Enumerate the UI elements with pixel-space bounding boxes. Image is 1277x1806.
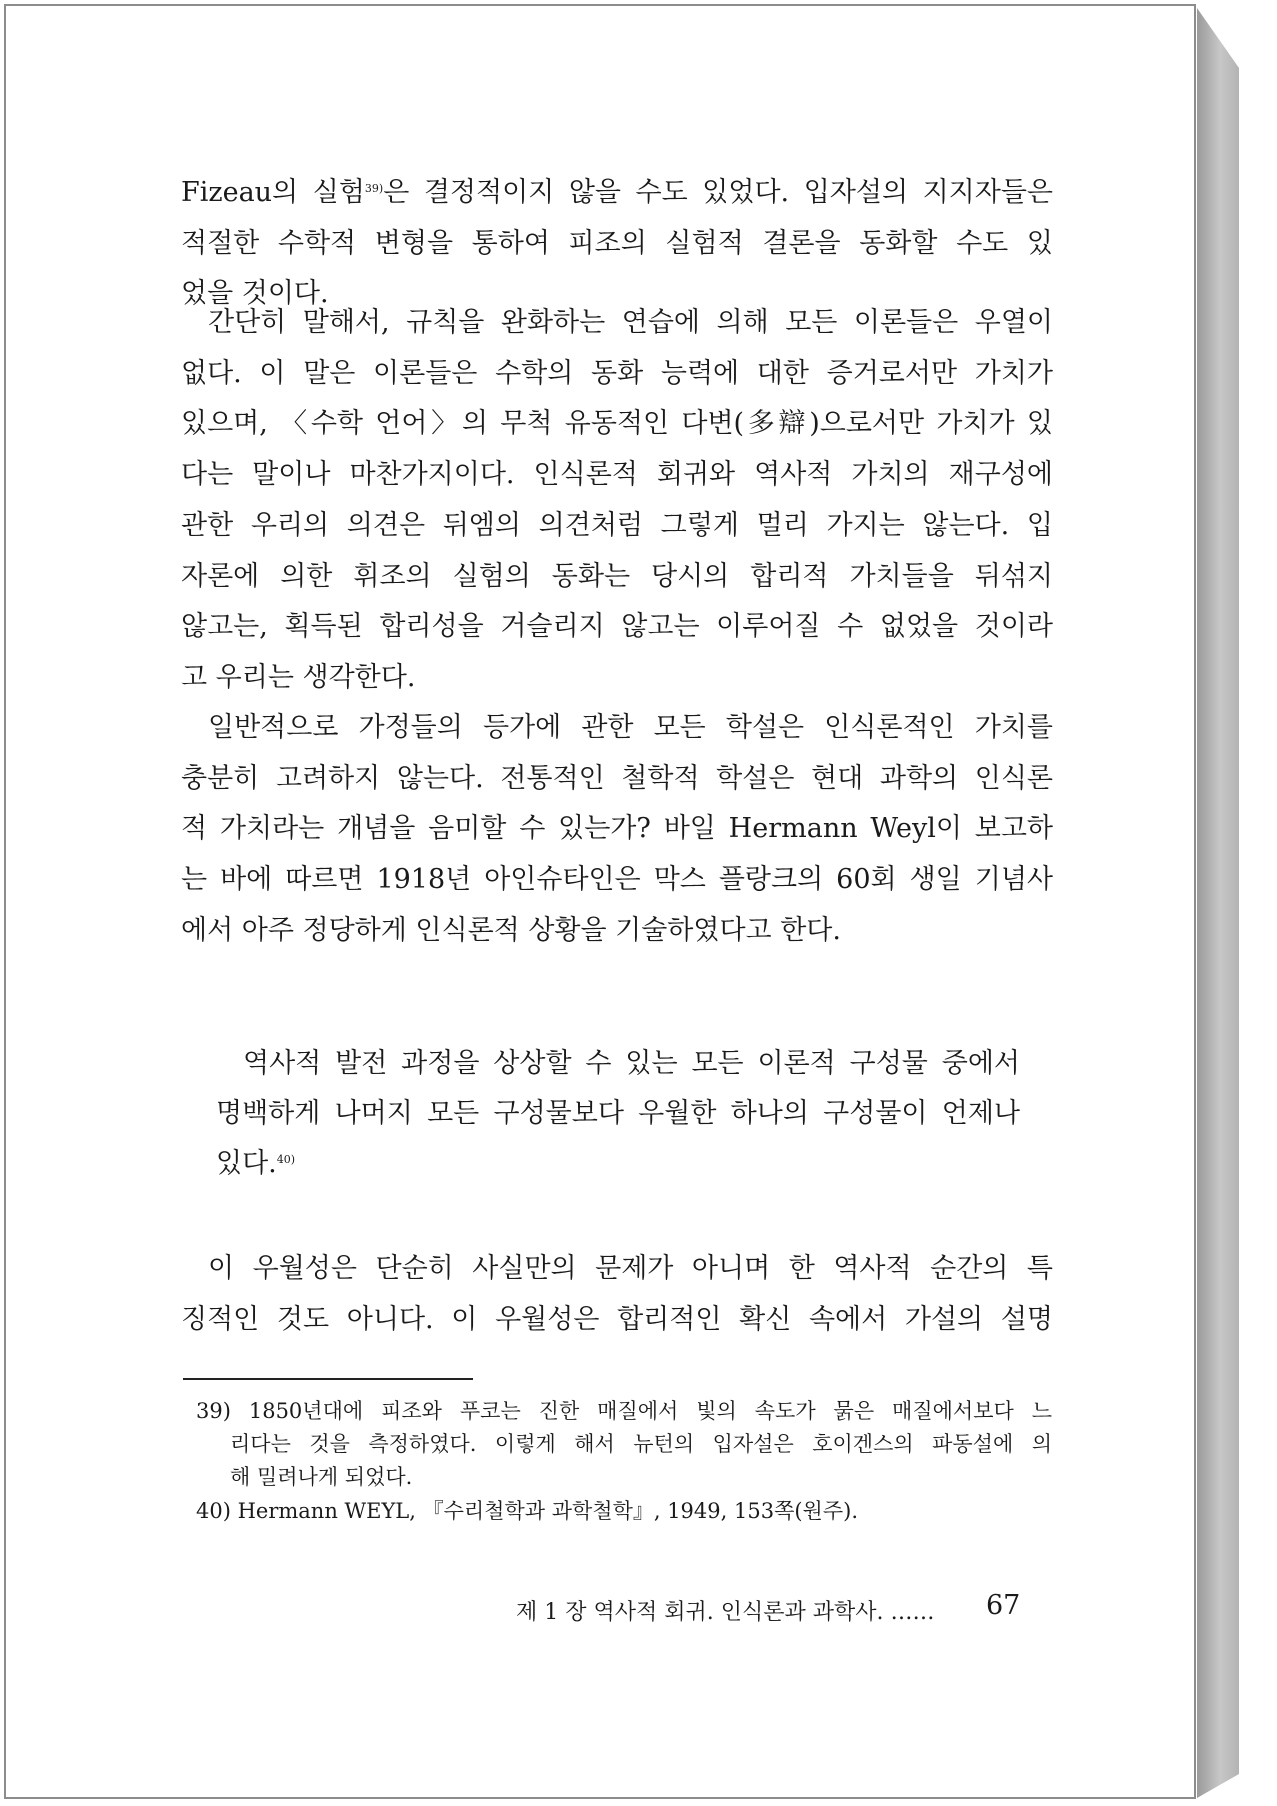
paragraph-2-line-7: 않고는, 획득된 합리성을 거슬리지 않고는 이루어질 수 없었을 것이라 <box>181 611 1053 643</box>
paragraph-3-line-4: 는 바에 따르면 1918년 아인슈타인은 막스 플랑크의 60회 생일 기념사 <box>181 864 1053 896</box>
paragraph-2-line-8: 고 우리는 생각한다. <box>181 661 416 693</box>
paragraph-3-line-1: 일반적으로 가정들의 등가에 관한 모든 학설은 인식론적인 가치를 <box>208 712 1053 743</box>
footnote-divider <box>183 1378 473 1380</box>
paragraph-2-line-4: 다는 말이나 마찬가지이다. 인식론적 회귀와 역사적 가치의 재구성에 <box>181 459 1053 491</box>
footnote-ref-40: 40) <box>276 1153 296 1166</box>
block-quote-line-2: 명백하게 나머지 모든 구성물보다 우월한 하나의 구성물이 언제나 <box>216 1098 1020 1129</box>
paragraph-2-line-6: 자론에 의한 휘조의 실험의 동화는 당시의 합리적 가치들을 뒤섞지 <box>181 560 1053 592</box>
paragraph-2-line-2: 없다. 이 말은 이론들은 수학의 동화 능력에 대한 증거로서만 가치가 <box>181 357 1053 389</box>
paragraph-4-line-1: 이 우월성은 단순히 사실만의 문제가 아니며 한 역사적 순간의 특 <box>208 1253 1053 1284</box>
block-quote <box>216 1039 1020 1189</box>
paragraph-3 <box>181 703 1053 957</box>
running-head: 제 1 장 역사적 회귀. 인식론과 과학사. …… <box>516 1600 935 1625</box>
paragraph-1-line-1: Fizeau의 실험$^{39)}$은 결정적이지 않을 수도 있었다. 입자설의 지지자들은 <box>181 177 1054 208</box>
paragraph-3-line-5: 에서 아주 정당하게 인식론적 상황을 기술하였다고 한다. <box>181 914 841 946</box>
paragraph-4 <box>181 1244 1053 1345</box>
footnote-39 <box>196 1395 1052 1494</box>
book-page <box>4 4 1196 1799</box>
paragraph-1-line-2: 적절한 수학적 변형을 통하여 피조의 실험적 결론을 동화할 수도 있 <box>181 227 1053 259</box>
paragraph-3-line-3: 적 가치라는 개념을 음미할 수 있는가? 바일 Hermann Weyl이 보고하 <box>181 813 1053 845</box>
footnote-39-line-3: 해 밀려나게 되었다. <box>230 1465 413 1489</box>
paragraph-2-line-3: 있으며, 〈수학 언어〉의 무척 유동적인 다변(多辯)으로서만 가치가 있 <box>181 408 1053 440</box>
page-number: 67 <box>986 1590 1021 1621</box>
paragraph-2 <box>181 298 1053 704</box>
block-quote-line-3: 있다.$^{40)}$ <box>216 1148 296 1179</box>
footnote-39-line-1: 39) 1850년대에 피조와 푸코는 진한 매질에서 빛의 속도가 묽은 매질에서보다 느 <box>196 1399 1052 1423</box>
block-quote-line-1: 역사적 발전 과정을 상상할 수 있는 모든 이론적 구성물 중에서 <box>243 1048 1020 1079</box>
footnote-ref-39: 39) <box>364 182 384 195</box>
paragraph-2-line-1: 간단히 말해서, 규칙을 완화하는 연습에 의해 모든 이론들은 우열이 <box>208 307 1053 338</box>
footnote-40-line-1: 40) Hermann WEYL, 『수리철학과 과학철학』, 1949, 153쪽(원주). <box>196 1499 858 1523</box>
footnote-39-line-2: 리다는 것을 측정하였다. 이렇게 해서 뉴턴의 입자설은 호이겐스의 파동설에 의 <box>230 1432 1052 1456</box>
paragraph-2-line-5: 관한 우리의 의견은 뒤엠의 의견처럼 그렇게 멀리 가지는 않는다. 입 <box>181 509 1053 541</box>
paragraph-4-line-2: 징적인 것도 아니다. 이 우월성은 합리적인 확신 속에서 가설의 설명 <box>181 1303 1053 1335</box>
footnote-40 <box>196 1495 1052 1528</box>
book-page-edge <box>1197 8 1239 1798</box>
paragraph-3-line-2: 충분히 고려하지 않는다. 전통적인 철학적 학설은 현대 과학의 인식론 <box>181 762 1053 794</box>
paragraph-1-line-3: 었을 것이다. <box>181 278 329 310</box>
